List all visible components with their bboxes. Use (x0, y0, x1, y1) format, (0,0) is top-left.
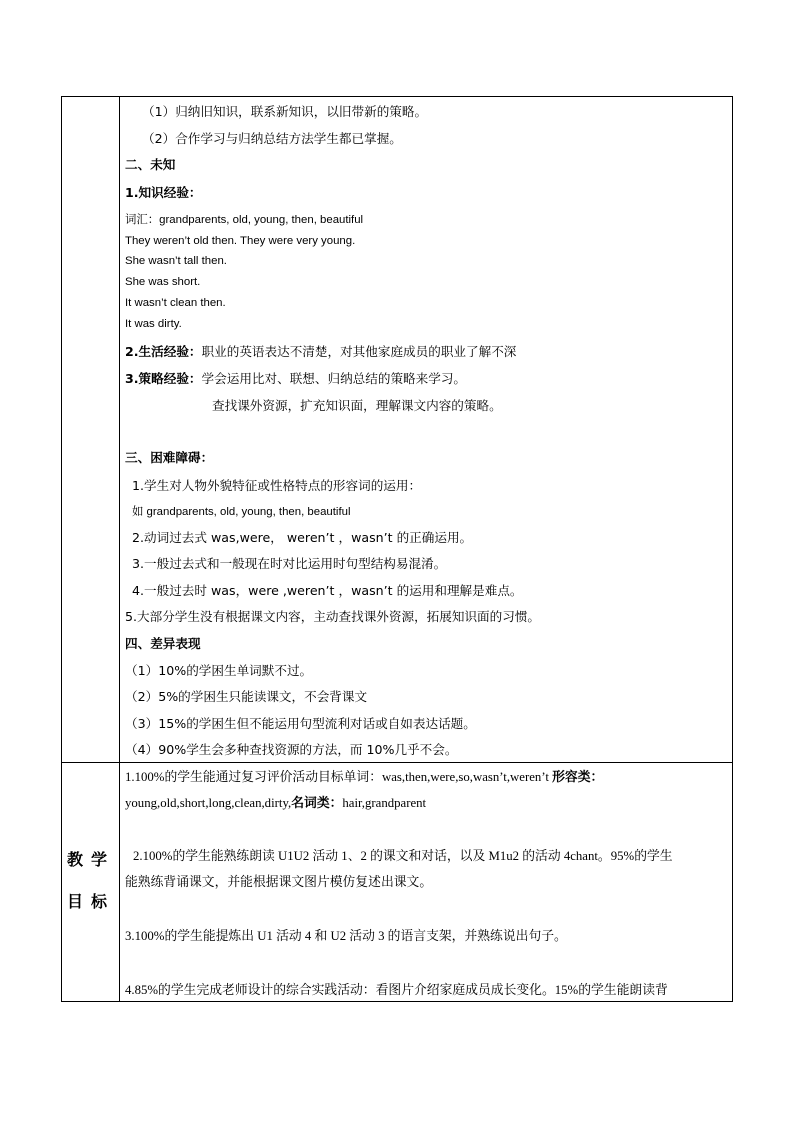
plan-table (61, 96, 733, 1002)
difference-item: （4）90%学生会多种查找资源的方法，而 10%几乎不会。 (125, 742, 458, 757)
sentence-line: It was dirty. (125, 318, 182, 330)
goal-4: 4.85%的学生完成老师设计的综合实践活动：看图片介绍家庭成员成长变化。15%的学生能朗读背 (125, 983, 668, 997)
known-item-2: （2）合作学习与归纳总结方法学生都已掌握。 (142, 131, 402, 146)
heading-difficulties: 三、困难障碍： (125, 450, 214, 465)
heading-differences: 四、差异表现 (125, 636, 201, 651)
difference-item: （1）10%的学困生单词默不过。 (125, 663, 313, 678)
adjective-list: young,old,short,long,clean,dirty, (125, 796, 292, 810)
learning-analysis-cell (120, 97, 732, 762)
life-experience-label: 2.生活经验： (125, 344, 202, 359)
difficulty-item: 4.一般过去时 was，were ,weren’t ，wasn’t 的运用和理解是难点。 (132, 583, 523, 598)
noun-category-label: 名词类： (291, 796, 343, 810)
heading-knowledge-experience: 1.知识经验： (125, 185, 202, 200)
row-label-line-1: 教学 (66, 850, 115, 869)
goal-1 (125, 768, 603, 786)
goal-3: 3.100%的学生能提炼出 U1 活动 4 和 U2 活动 3 的语言支架，并熟练说出句子。 (125, 929, 567, 943)
heading-unknown: 二、未知 (125, 157, 176, 172)
life-experience (125, 343, 516, 361)
sentence-line: It wasn’t clean then. (125, 297, 226, 309)
sentence-line: She wasn’t tall then. (125, 255, 227, 267)
difficulty-item: 5.大部分学生没有根据课文内容，主动查找课外资源，拓展知识面的习惯。 (125, 609, 541, 624)
goal-1-continued (125, 794, 426, 812)
difficulty-example: 如 grandparents, old, young, then, beautiful (132, 506, 351, 518)
adjective-category-label: 形容类： (552, 770, 604, 784)
strategy-experience-label: 3.策略经验： (125, 371, 202, 386)
difficulty-item: 2.动词过去式 was,were， weren’t ，wasn’t 的正确运用。 (132, 530, 473, 545)
known-item-1: （1）归纳旧知识，联系新知识，以旧带新的策略。 (142, 104, 428, 119)
difficulty-item: 3.一般过去式和一般现在时对比运用时句型结构易混淆。 (132, 556, 447, 571)
table-row (62, 763, 732, 1001)
noun-list: hair,grandparent (342, 796, 427, 810)
goal-2: 2.100%的学生能熟练朗读 U1U2 活动 1、2 的课文和对话，以及 M1u2 的活动 4chant。95%的学生 (133, 849, 673, 863)
teaching-goals-cell (120, 763, 732, 1001)
strategy-experience-text: 学会运用比对、联想、归纳总结的策略来学习。 (201, 371, 466, 386)
sentence-line: She was short. (125, 276, 201, 288)
difference-item: （3）15%的学困生但不能运用句型流利对话或自如表达话题。 (125, 716, 476, 731)
difficulty-item: 1.学生对人物外貌特征或性格特点的形容词的运用： (132, 478, 422, 493)
sentence-line: They weren’t old then. They were very young. (125, 235, 356, 247)
strategy-experience (125, 370, 466, 388)
life-experience-text: 职业的英语表达不清楚，对其他家庭成员的职业了解不深 (201, 344, 517, 359)
table-row (62, 97, 732, 763)
strategy-experience-text-2: 查找课外资源，扩充知识面，理解课文内容的策略。 (212, 398, 502, 413)
teaching-goals-label-cell (62, 763, 120, 1001)
difference-item: （2）5%的学困生只能读课文，不会背课文 (125, 689, 368, 704)
vocab-line: 词汇：grandparents, old, young, then, beautiful (125, 214, 364, 226)
row-label-cell (62, 97, 120, 762)
goal-1-text: 1.100%的学生能通过复习评价活动目标单词：was,then,were,so,wasn’t,weren’t (125, 770, 553, 784)
goal-2-continued: 能熟练背诵课文，并能根据课文图片模仿复述出课文。 (125, 875, 433, 889)
row-label-line-2: 目标 (66, 892, 115, 911)
